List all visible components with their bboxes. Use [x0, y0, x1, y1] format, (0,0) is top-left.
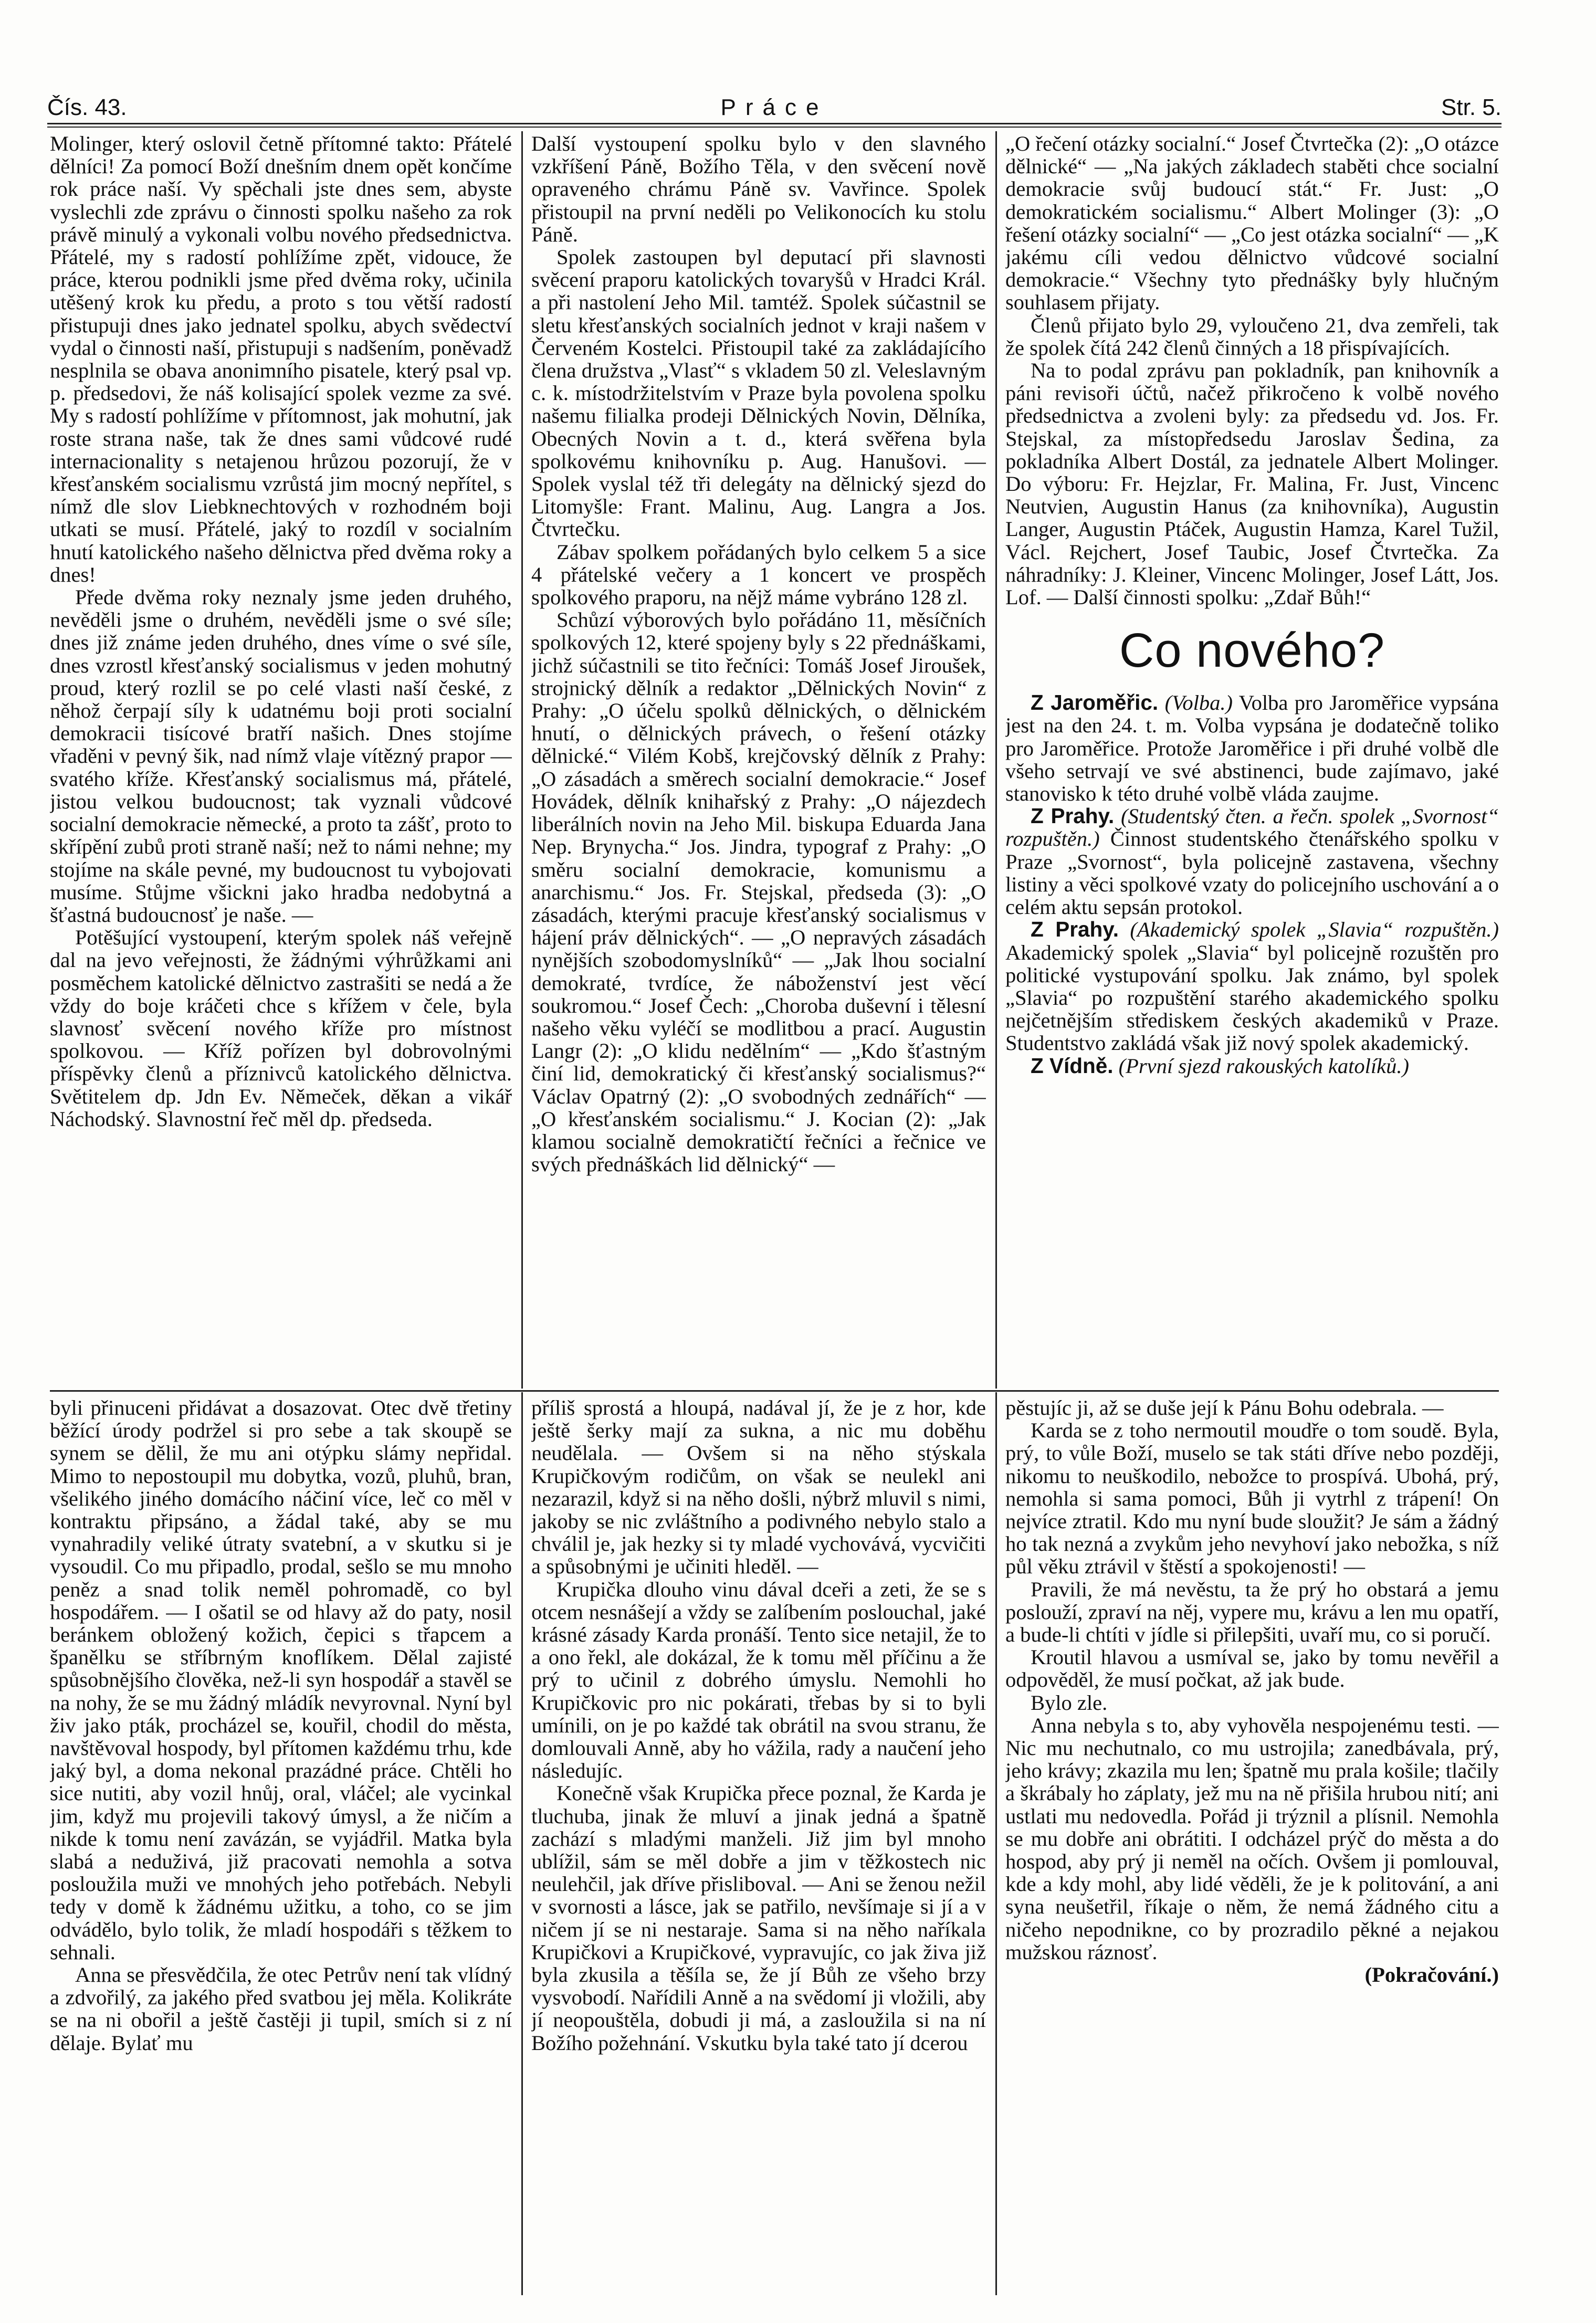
news-item-place: Z Jaroměřic. — [1031, 690, 1159, 715]
story-paragraph: byli přinuceni přidávat a dosazovat. Otec dvě třetiny běžící úrody podržel si pro sebe a tak skoupě se synem se dělil, že mu ani otýpku slámy nepřidal. Mimo to nepostoupil mu dobytka, vozů, pluhů, bran, všelikého jiného domácího náčiní více, leč co měl v kontraktu připsáno, a žádal také, aby se mu vynahradily veliké útraty svatební, a v skutku si je vysoudil. Co mu připadlo, prodal, sešlo se mu mnoho peněz a snad tolik neměl pohromadě, co byl hospodářem. — I ošatil se od hlavy až do paty, nosil beránkem obložený kožich, čepici s třapcem a španělku se stříbrným knoflíkem. Dělal zajisté spůsobnějšího člověka, než-li syn hospodář a stavěl se na nohy, že se mu žádný mládík nevyrovnal. Nyní byl živ jako pták, procházel se, kouřil, chodil do města, navštěvoval hospody, byl přítomen každému trhu, kde jaký byl, a doma nekonal prazádné práce. Chtěli ho sice nutiti, aby vozil hnůj, oral, vláčel; ale vycinkal jim, když mu projevili takový úmysl, a že ničím a nikde k tomu není zavázán, se vyjádřil. Matka byla slabá a neduživá, již pracovati nemohla a sotva posloužila muži ve mnohých jeho potřebách. Nebyli tedy v domě k žádnému užitku, a toho, co se jim odvádělo, bylo tolik, že mladí hospodáři s těžkem to sehnali. — [50, 1396, 512, 1964]
story-paragraph: Anna nebyla s to, aby vyhověla nespojenému testi. — Nic mu nechutnalo, co mu ustrojila; zanedbávala, prý, jeho krávy; zkazila mu len; špatně mu prala košile; tlačily a škrábaly ho záplaty, jež mu na ně přišila hrubou nití; ani ustlati mu nedovedla. Pořád ji trýznil a plísnil. Nemohla se mu dobře ani obrátiti. I odcházel prýč do města a do hospod, aby prý ji neměl na očích. Ovšem ji pomlouval, kde a kdy mohl, aby lidé věděli, že je k politování, a ani syna neušetřil, říkaje o něm, že nemá žádného citu a ničeho nepodnikne, co by prozradilo pěkné a nejakou mužskou ráznosť. — [1005, 1713, 1499, 1964]
article-paragraph: Potěšující vystoupení, kterým spolek náš veřejně dal na jevo veřejnosti, že žádnými výhrůžkami ani posměchem katolické dělnictvo zastrašiti se nedá a že vždy do boje kráčeti chce s křížem v čele, byla slavnosť svěcení nového kříže pro místnost spolkovou. — Kříž pořízen byl dobrovolnými příspěvky členů a příznivců katolického dělnictva. Světitelem dp. Jdn Ev. Němeček, děkan a vikář Náchodský. Slavnostní řeč měl dp. předseda. — [50, 926, 512, 1131]
story-paragraph: Bylo zle. — [1031, 1690, 1108, 1715]
column-divider — [995, 131, 997, 1389]
section-divider — [50, 1390, 1499, 1392]
article-paragraph: „O řečení otázky socialní.“ Josef Čtvrtečka (2): „O otázce dělnické“ — „Na jakých základech staběti chce socialní demokracie svůj budoucí stát.“ Fr. Just: „O demokratickém socialismu.“ Albert Molinger (3): „O řešení otázky socialní“ — „Co jest otázka socialní“ — „K jakému cíli vedou dělnictvo vůdcové socialní demokracie.“ Všechny tyto přednášky byly hlučným souhlasem přijaty. — [1005, 132, 1499, 314]
bottom-column-3 — [1005, 1396, 1499, 2295]
news-item-text: Volba pro Jaroměřice vypsána jest na den 24. t. m. Volba vypsána je dodatečně toliko pro Jaroměřice. Protože Jaroměřice i při druhé volbě dle všeho setrvají ve své abstinenci, bude zajímavo, jaké stanovisko k této druhé volbě vláda zaujme. — [1005, 691, 1499, 806]
article-paragraph: Schůzí výborových bylo pořádáno 11, měsíčních spolkových 12, které spojeny byly s 22 přednáškami, jichž súčastnili se tito řečníci: Tomáš Josef Jiroušek, strojnický dělník a redaktor „Dělnických Novin“ z Prahy: „O účelu spolků dělnických, o dělnickém hnutí, o dělnických právech, o řešení otázky dělnické.“ Vilém Kobš, krejčovský dělník z Prahy: „O zásadách a směrech socialní demokracie.“ Josef Hovádek, dělník knihařský z Prahy: „O nájezdech liberálních novin na Jeho Mil. biskupa Eduarda Jana Nep. Brynycha.“ Jos. Jindra, typograf z Prahy: „O směru socialní demokracie, komunismu a anarchismu.“ Jos. Fr. Stejskal, předseda (3): „O zásadách, kterými pracuje křesťanský socialismus v hájení práv dělnických“. — „O nepravých zásadách nynějších szobodomyslníků“ — „Jak lhou socialní demokraté, tvrdíce, že náboženství jest věcí soukromou.“ Josef Čech: „Choroba duševní i tělesní našeho věku vyléčí se modlitbou a prací. Augustin Langr (2): „O klidu nedělním“ — „Kdo šťastným činí lid, demokratický či křesťanský socialismus?“ Václav Opatrný (2): „O svobodných zednářích“ — „O křesťanském socialismu.“ J. Kocian (2): „Jak klamou socialně demokratičtí řečníci a řečnice ve svých přednáškách lid dělnický“ — — [531, 608, 986, 1176]
story-paragraph: Kroutil hlavou a usmíval se, jako by tomu nevěřil a odpověděl, že musí počkat, až jak bude. — [1005, 1645, 1499, 1692]
article-paragraph: Další vystoupení spolku bylo v den slavného vzkříšení Páně, Božího Těla, v den svěcení nově opraveného chrámu Páně sv. Vavřince. Spolek přistoupil na první neděli po Velikonocích ku stolu Páně. — [531, 132, 986, 246]
news-heading: Co nového? — [1119, 624, 1385, 678]
report-continuation — [1005, 132, 1499, 608]
article-paragraph: Spolek zastoupen byl deputací při slavnosti svěcení praporu katolických tovaryšů v Hradci Král. a při nastolení Jeho Mil. tamtéž. Spolek súčastnil se sletu křesťanských socialních jednot v kraji našem v Červeném Kostelci. Přistoupil také za zakládajícího člena družstva „Vlasť“ s vkladem 50 zl. Veleslavným c. k. místodržitelstvím v Praze byla povolena spolku našemu filialka prodeji Dělnických Novin, Dělníka, Obecných Novin a t. d., která svěřena byla spolkovému knihovníku p. Aug. Hanušovi. — Spolek vyslal též tři delegáty na dělnický sjezd do Litomyšle: Frant. Malinu, Aug. Langra a Jos. Čtvrtečku. — [531, 245, 986, 541]
news-item-place: Z Prahy. — [1031, 917, 1119, 942]
story-paragraph: Konečně však Krupička přece poznal, že Karda je tluchuba, jinak že mluví a jinak jedná a špatně zachází s mladými manželi. Již jim byl mnoho ublížil, sám se měl dobře a jim v těžkostech nic neulehčil, jak dříve přisliboval. — Ani se ženou nežil v svornosti a lásce, jak se patřilo, nevšímaje si jí a v ničem jí se ni nestaraje. Sama si na něho naříkala Krupičkovi a Krupičkové, vypravujíc, co jak živa již byla zkusila a těšíla se, že jí Bůh ze všeho brzy vysvobodí. Nařídili Anně a na svědomí ji vložili, aby jí neopouštěla, dobudi ji má, a zasloužila si na ní Božího požehnání. Vskutku byla také tato jí dcerou — [531, 1781, 986, 2055]
header-rule-thin — [47, 127, 1502, 128]
top-column-1 — [50, 132, 512, 1388]
news-item — [1005, 805, 1499, 918]
story-paragraph: Anna se přesvědčila, že otec Petrův není tak vlídný a zdvořilý, za jakého před svatbou jej měla. Kolikráte se na ni obořil a ještě častěji ji tupil, smích si z ní dělaje. Bylať mu — [50, 1963, 512, 2055]
news-item-place: Z Prahy. — [1031, 804, 1115, 828]
continued-note: (Pokračování.) — [1364, 1963, 1499, 1987]
article-paragraph: Členů přijato bylo 29, vyloučeno 21, dva zemřeli, tak že spolek čítá 242 členů činných a 18 přispívajících. — [1005, 313, 1499, 360]
newspaper-title: Práce — [720, 94, 828, 120]
story-paragraph: Krupička dlouho vinu dával dceři a zeti, že se s otcem nesnášejí a vždy se zalíbením poslouchal, jaké krásné zásady Karda pronáší. Tento sice netajil, že to a ono řekl, ale dokázal, že k tomu měl příčinu a že prý to učinil z dobrého úmyslu. Nemohli ho Krupičkovic pro nic pokárati, třebas by si to byli umínili, on je po každé tak obrátil na svou stranu, že domlouvali Anně, aby ho vážila, rady a naučení jeho následujíc. — [531, 1577, 986, 1783]
column-divider — [521, 131, 523, 1389]
news-item — [1005, 691, 1499, 805]
news-section — [1005, 691, 1499, 1077]
column-divider — [995, 1392, 997, 2295]
article-paragraph: Na to podal zprávu pan pokladník, pan knihovník a páni revisoři účtů, načež přikročeno k volbě nového předsednictva a zvoleni byly: za předsedu vd. Jos. Fr. Stejskal, za místopředsedu Jaroslav Šedina, za pokladníka Albert Dostál, za jednatele Albert Molinger. Do výboru: Fr. Hejzlar, Fr. Malina, Fr. Just, Vincenc Neutvien, Augustin Hanus (za knihovníka), Augustin Langer, Augustin Ptáček, Augustin Hamza, Karel Tužil, Václ. Rejchert, Josef Taubic, Josef Čtvrtečka. Za náhradníky: J. Kleiner, Vincenc Molinger, Josef Látt, Jos. Lof. — Další činnosti spolku: „Zdař Bůh!“ — [1005, 359, 1499, 609]
story-continuation — [1005, 1396, 1499, 1963]
news-item-text: Činnost studentského čtenářského spolku v Praze „Svornost“, byla policejně zastavena, všechny listiny a věci spolkové vzaty do policejního uschování a o celém aktu sepsán protokol. — [1005, 827, 1499, 919]
story-paragraph: Karda se z toho nermoutil moudře o tom soudě. Byla, prý, to vůle Boží, muselo se tak státi dříve nebo později, nikomu to neuškodilo, nebožce to prospívá. Ubohá, prý, nemohla si sama pomoci, Bůh ji vytrhl z trápení! On nejvíce ztratil. Kdo mu nyní bude sloužit? Je sám a žádný ho tak nezná a zvykům jeho nevyhoví jako nebožka, s níž půl věku ztrávil v štěstí a spokojenosti! — — [1005, 1418, 1499, 1579]
page-header — [47, 89, 1502, 126]
article-paragraph: Molinger, který oslovil četně přítomné takto: Přátelé dělníci! Za pomocí Boží dnešním dnem opět končíme rok práce naší. Vy spěchali jste dnes sem, abyste vyslechli zde zprávu o činnosti spolku našeho za rok právě minulý a vykonali volbu nového předsednictva. Přátelé, my s radostí pohlížíme zpět, vidouce, že práce, kterou podnikli jsme před dvěma roky, učinila utěšený krok ku předu, a proto s tou větší radostí přistupuji dnes jako jednatel spolku, abych svědectví vydal o činnosti naší, přistupuji s nadšením, poněvadž nesplnila se obava anonimního pisatele, který psal vp. p. předsedovi, že náš kolisající spolek vezme za své. My s radostí pohlížíme v přítomnost, jak mohutní, jak roste strana naše, tak že dnes sami vůdcové rudé internacionality s netajenou hrůzou pozorují, že v křesťanském socialismu vzrůstá jim mocný nepřítel, s nímž dle slov Liebknechtových v rozhodném boji utkati se musí. Přátelé, jaký to rozdíl v socialním hnutí katolického našeho dělnictva před dvěma roky a dnes! — [50, 132, 512, 586]
news-item-subject: (Studentský čten. a řečn. spolek „Svornost“ rozpuštěn.) — [1005, 804, 1499, 851]
article-paragraph: Zábav spolkem pořádaných bylo celkem 5 a sice 4 přátelské večery a 1 koncert ve prospěch spolkového praporu, na nějž máme vybráno 128 zl. — [531, 540, 986, 609]
issue-number: Čís. 43. — [47, 94, 127, 120]
news-item — [1005, 1055, 1499, 1077]
news-item-text: Akademický spolek „Slavia“ byl policejně rozuštěn pro politické vystupování spolku. Jak známo, byl spolek „Slavia“ po rozpuštění starého akademického spolku nejčetnějším střediskem českých akademiků v Praze. Studentstvo zakládá však již nový spolek akademický. — [1005, 940, 1499, 1055]
bottom-column-1 — [50, 1396, 512, 2295]
column-divider — [521, 1392, 523, 2295]
article-paragraph: Přede dvěma roky neznaly jsme jeden druhého, nevěděli jsme o druhém, nevěděli jsme o své síle; dnes již známe jeden druhého, dnes víme o své síle, dnes vzrostl křesťanský socialismus v jeden mohutný proud, který rozlil se po celé vlasti naší české, z něhož čerpají síly k udatnému boji proti socialní demokracii tisícové bratří našich. Dnes stojíme vřaděni v pevný šik, nad nímž vlaje vítězný prapor — svatého kříže. Křesťanský socialismus má, přátelé, jistou velkou budoucnost; tak vyznali vůdcové socialní demokracie německé, a proto ta zášť, proto to skřípění zubů proti straně naší; než to námi nehne; my stojíme na skále pevné, my budoucnost tu vybojovati musíme. Stůjme všickni jako hradba nedobytná a šťastná budoucnosť je naše. — — [50, 585, 512, 927]
top-column-2 — [531, 132, 986, 1388]
news-item-subject: (Akademický spolek „Slavia“ rozpuštěn.) — [1130, 918, 1499, 942]
news-item-subject: (Volba.) — [1164, 691, 1233, 715]
news-item-place: Z Vídně. — [1031, 1053, 1114, 1078]
news-item — [1005, 918, 1499, 1054]
bottom-column-2 — [531, 1396, 986, 2295]
story-paragraph: příliš sprostá a hloupá, nadával jí, že je z hor, kde ještě šerky mají za sukna, a nic mu doběhu neudělala. — Ovšem si na něho stýskala Krupičkovým rodičům, on však se neulekl ani nezarazil, když si na něho došli, nýbrž mluvil s nimi, jakoby se nic zvláštního a podivného nebylo stalo a chválil je, jak hezky si ty mladé vychovává, vycvičiti a spůsobnými je učiniti hleděl. — — [531, 1396, 986, 1579]
top-column-3 — [1005, 132, 1499, 1388]
story-paragraph: pěstujíc ji, až se duše její k Pánu Bohu odebrala. — — [1005, 1396, 1444, 1420]
news-item-subject: (První sjezd rakouských katolíků.) — [1118, 1054, 1409, 1078]
page-number: Str. 5. — [1441, 94, 1502, 120]
header-rule — [47, 123, 1502, 124]
story-paragraph: Pravili, že má nevěstu, ta že prý ho obstará a jemu poslouží, zpraví na něj, vypere mu, krávu a len mu opatří, a bude-li chtíti v jídle si přilepšiti, uvaří mu, co si poručí. — [1005, 1577, 1499, 1647]
